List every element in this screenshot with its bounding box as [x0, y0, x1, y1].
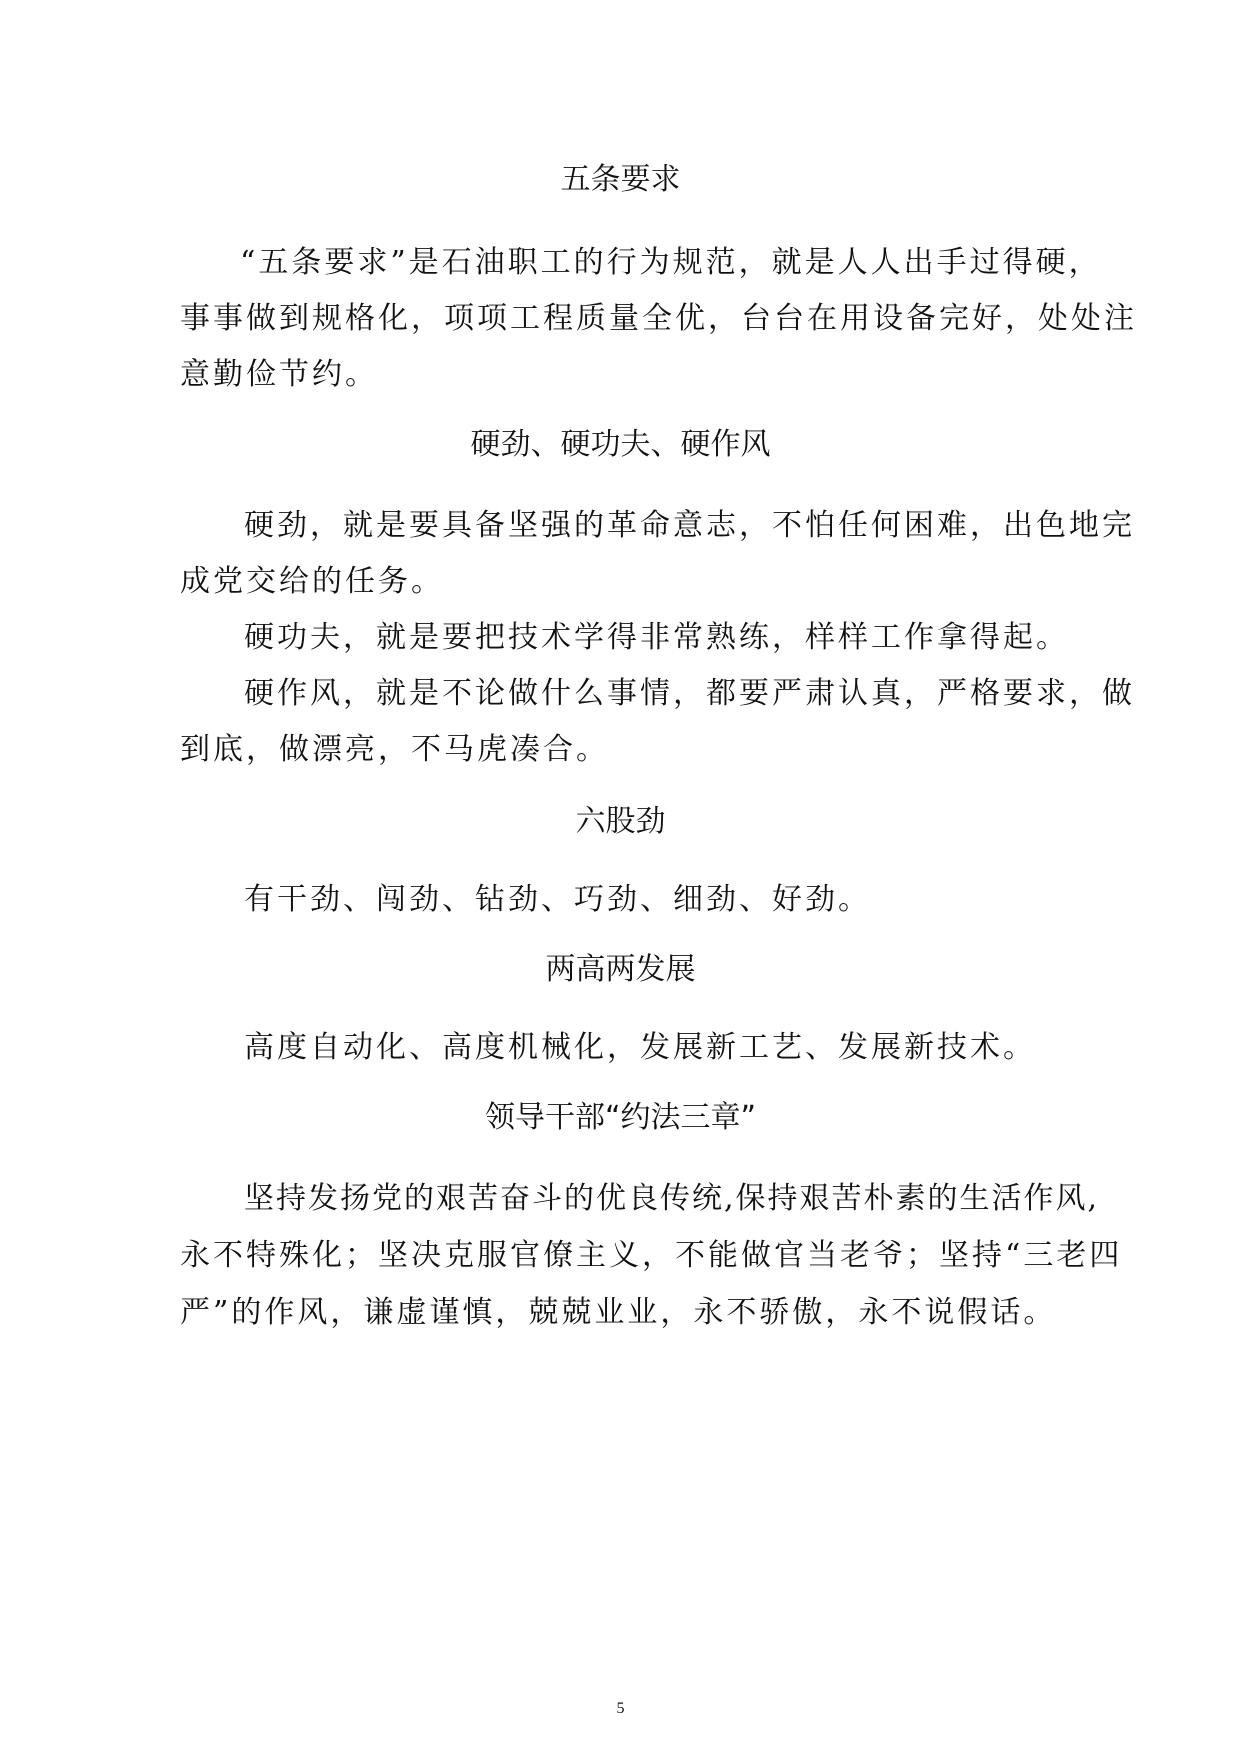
text-line: 硬功夫，就是要把技术学得非常熟练，样样工作拿得起。	[244, 620, 1069, 655]
paragraph-hard-skill	[180, 610, 1069, 666]
text-line: 严”的作风，谦虚谨慎，兢兢业业，永不骄傲，永不说假话。	[180, 1295, 1057, 1330]
paragraph-hard-drive	[180, 498, 1135, 610]
text-line: 到底，做漂亮，不马虎凑合。	[180, 732, 609, 767]
paragraph-three-rules	[180, 1170, 1122, 1341]
text-line: 意勤俭节约。	[180, 357, 378, 392]
text-line: 硬劲，就是要具备坚强的革命意志，不怕任何困难，出色地完	[244, 508, 1135, 543]
text-line: 成党交给的任务。	[180, 564, 444, 599]
section-heading-five-requirements: 五条要求	[560, 162, 681, 197]
paragraph-five-requirements	[180, 235, 1137, 403]
text-line: 高度自动化、高度机械化，发展新工艺、发展新技术。	[244, 1030, 1036, 1065]
paragraph-six-energies	[180, 872, 871, 928]
paragraph-two-highs	[180, 1020, 1036, 1076]
section-heading-six-energies: 六股劲	[575, 804, 666, 839]
text-line: 有干劲、闯劲、钻劲、巧劲、细劲、好劲。	[244, 882, 871, 917]
page-number: 5	[616, 1700, 625, 1717]
paragraph-hard-style	[180, 666, 1135, 778]
text-line: 事事做到规格化，项项工程质量全优，台台在用设备完好，处处注	[180, 301, 1137, 336]
section-heading-two-highs: 两高两发展	[545, 952, 696, 987]
text-line: 硬作风，就是不论做什么事情，都要严肃认真，严格要求，做	[244, 676, 1135, 711]
text-line: “五条要求”是石油职工的行为规范，就是人人出手过得硬，	[240, 245, 1102, 280]
section-heading-three-hards: 硬劲、硬功夫、硬作风	[470, 427, 771, 462]
section-heading-three-rules: 领导干部“约法三章”	[484, 1100, 757, 1135]
text-line: 永不特殊化；坚决克服官僚主义，不能做官当老爷；坚持“三老四	[180, 1238, 1123, 1273]
text-line: 坚持发扬党的艰苦奋斗的优良传统,保持艰苦朴素的生活作风,	[244, 1181, 1100, 1216]
